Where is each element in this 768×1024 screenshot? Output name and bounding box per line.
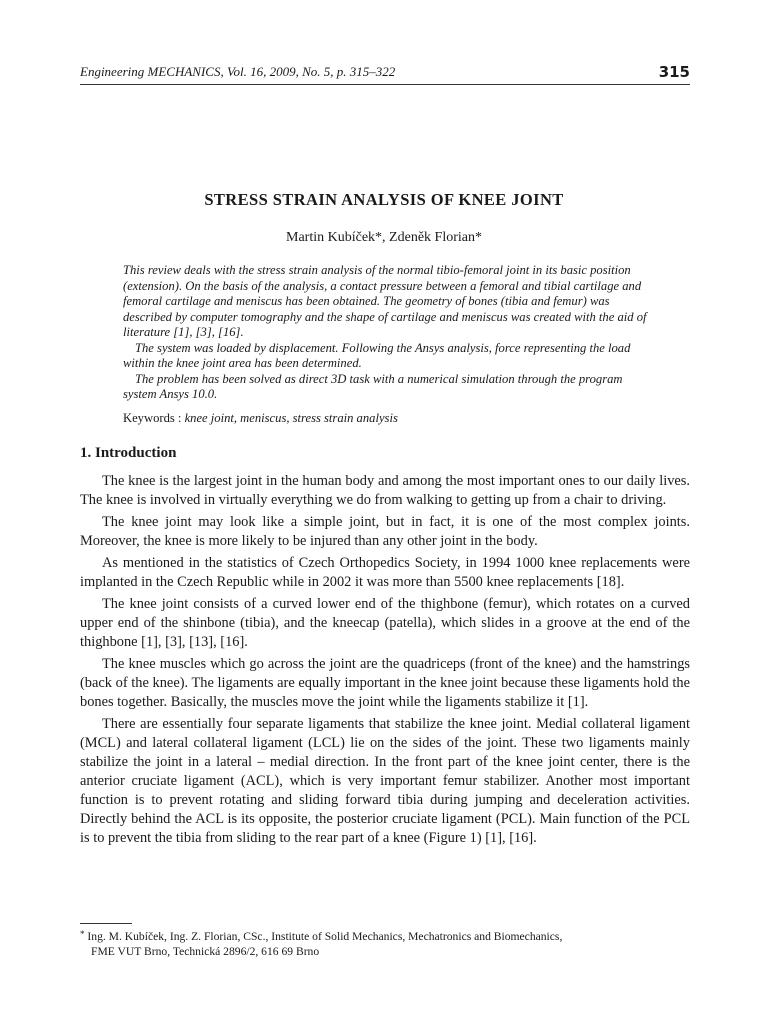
footnote [80, 927, 690, 959]
abstract-paragraph-3: The problem has been solved as direct 3D task with a numerical simulation through the program system Ansys 10.0. [123, 371, 623, 401]
author-list: Martin Kubíček*, Zdeněk Florian* [286, 230, 482, 245]
keywords-values: knee joint, meniscus, stress strain analysis [184, 411, 398, 425]
footnote-line-1: Ing. M. Kubíček, Ing. Z. Florian, CSc., Institute of Solid Mechanics, Mechatronics and Biomechanics, [87, 930, 563, 943]
footnote-line-2: FME VUT Brno, Technická 2896/2, 616 69 Brno [91, 945, 320, 958]
body-paragraph-1: The knee is the largest joint in the human body and among the most important ones to our daily lives. The knee is involved in virtually everything we do from walking to getting up from a chair to driving. [80, 473, 690, 508]
running-header [80, 62, 690, 85]
abstract-paragraph-2: The system was loaded by displacement. Following the Ansys analysis, force representing the load within the knee joint area has been determined. [123, 340, 631, 370]
abstract-paragraph-1: This review deals with the stress strain analysis of the normal tibio-femoral joint in its basic position (extension). On the basis of the analysis, a contact pressure between a femoral and tibial cartilage and femoral cartilage and meniscus has been obtained. The geometry of bones (tibia and femur) was described by computer tomography and the shape of cartilage and meniscus was created with the aid of literature [1], [3], [16]. [123, 263, 647, 339]
body-paragraph-5: The knee muscles which go across the joint are the quadriceps (front of the knee) and the hamstrings (back of the knee). The ligaments are equally important in the knee joint because these ligaments hold the bones together. Basically, the muscles move the joint while the ligaments stabilize it [1]. [80, 656, 690, 710]
page-number: 315 [658, 63, 690, 81]
section-body [80, 472, 690, 851]
body-paragraph-6: There are essentially four separate ligaments that stabilize the knee joint. Medial collateral ligament (MCL) and lateral collateral ligament (LCL) lie on the sides of the joint. These two ligaments mainly stabilize the joint in a lateral – medial direction. In the front part of the knee joint center, there is the anterior cruciate ligament (ACL), which is very important femur stabilizer. Another most important function is to prevent rotating and sliding forward tibia during jumping and deceleration activities. Directly behind the ACL is its opposite, the posterior cruciate ligament (PCL). Main function of the PCL is to prevent the tibia from sliding to the rear part of a knee (Figure 1) [1], [16]. [80, 716, 690, 846]
footnote-mark: * [80, 929, 85, 939]
keywords-label: Keywords : [123, 411, 182, 425]
body-paragraph-4: The knee joint consists of a curved lower end of the thighbone (femur), which rotates on a curved upper end of the shinbone (tibia), and the kneecap (patella), which slides in a groove at the end of the thighbone [1], [3], [13], [16]. [80, 596, 690, 650]
paper-title: STRESS STRAIN ANALYSIS OF KNEE JOINT [204, 190, 564, 209]
abstract [123, 263, 650, 403]
journal-reference: Engineering MECHANICS, Vol. 16, 2009, No. 5, p. 315–322 [80, 64, 396, 79]
section-heading: 1. Introduction [80, 445, 177, 461]
footnote-rule [80, 923, 132, 924]
keywords-line [123, 411, 650, 426]
body-paragraph-2: The knee joint may look like a simple joint, but in fact, it is one of the most complex joints. Moreover, the knee is more likely to be injured than any other joint in the body. [80, 514, 690, 549]
body-paragraph-3: As mentioned in the statistics of Czech Orthopedics Society, in 1994 1000 knee replacements were implanted in the Czech Republic while in 2002 it was more than 5500 knee replacements [18]. [80, 555, 690, 590]
